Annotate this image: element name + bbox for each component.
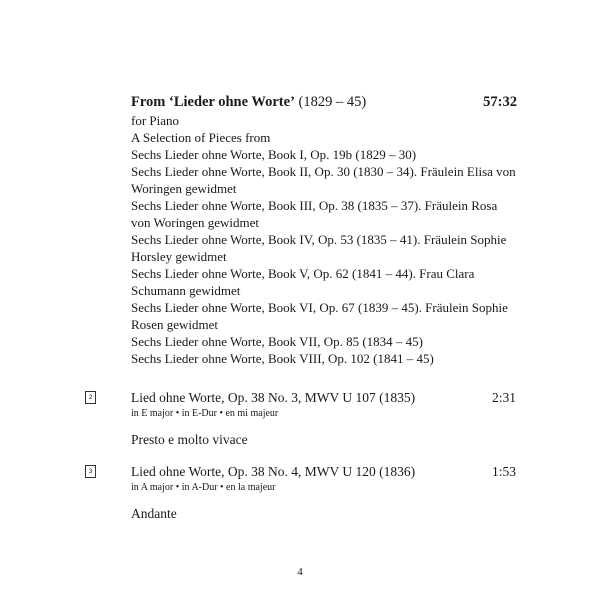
work-years: (1829 – 45) <box>298 94 367 110</box>
work-line: Sechs Lieder ohne Worte, Book III, Op. 38 (1835 – 37). Fräulein Rosa <box>131 198 498 213</box>
work-line: Woringen gewidmet <box>131 181 237 196</box>
work-line: Sechs Lieder ohne Worte, Book V, Op. 62 (1841 – 44). Frau Clara <box>131 266 475 281</box>
track-number-box: 2 <box>85 391 96 404</box>
work-line: Schumann gewidmet <box>131 283 241 298</box>
work-heading <box>131 93 517 111</box>
track-tempo: Presto e molto vivace <box>131 432 248 447</box>
track-keys: in E major • in E-Dur • en mi majeur <box>131 408 279 419</box>
work-line: Sechs Lieder ohne Worte, Book VII, Op. 85 (1834 – 45) <box>131 334 424 349</box>
work-line: Sechs Lieder ohne Worte, Book VI, Op. 67 (1839 – 45). Fräulein Sophie <box>131 300 508 315</box>
work-description <box>131 112 523 367</box>
work-line: for Piano <box>131 113 180 128</box>
page-number: 4 <box>297 566 303 578</box>
work-duration: 57:32 <box>483 94 517 110</box>
work-line: Sechs Lieder ohne Worte, Book II, Op. 30 (1830 – 34). Fräulein Elisa von <box>131 164 516 179</box>
track-tempo: Andante <box>131 506 177 521</box>
track-duration: 2:31 <box>491 390 516 405</box>
track-duration: 1:53 <box>491 464 516 479</box>
track-number-box: 3 <box>85 465 96 478</box>
work-line: Sechs Lieder ohne Worte, Book IV, Op. 53 (1835 – 41). Fräulein Sophie <box>131 232 507 247</box>
work-line: Horsley gewidmet <box>131 249 227 264</box>
track-title: Lied ohne Worte, Op. 38 No. 3, MWV U 107 (1835) <box>131 390 416 405</box>
track-title: Lied ohne Worte, Op. 38 No. 4, MWV U 120 (1836) <box>131 464 416 479</box>
work-line: A Selection of Pieces from <box>131 130 271 145</box>
track-keys: in A major • in A-Dur • en la majeur <box>131 482 276 493</box>
work-title: From ‘Lieder ohne Worte’ <box>131 94 295 110</box>
work-line: Sechs Lieder ohne Worte, Book I, Op. 19b (1829 – 30) <box>131 147 417 162</box>
work-line: Sechs Lieder ohne Worte, Book VIII, Op. 102 (1841 – 45) <box>131 351 434 366</box>
work-line: Rosen gewidmet <box>131 317 219 332</box>
work-line: von Woringen gewidmet <box>131 215 259 230</box>
